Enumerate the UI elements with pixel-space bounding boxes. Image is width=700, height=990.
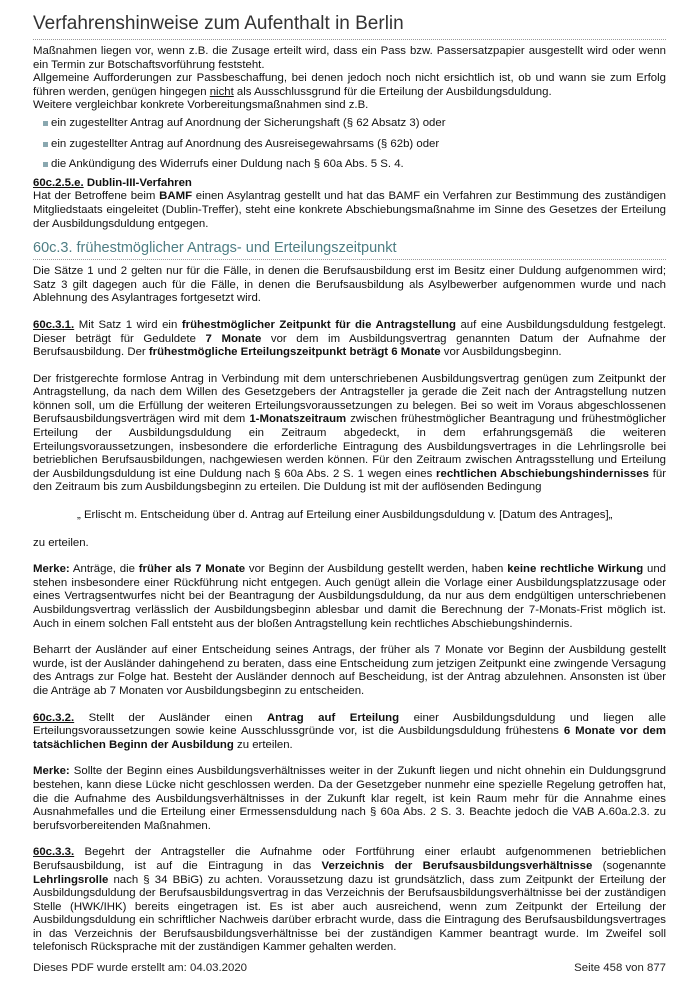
list-item: ein zugestellter Antrag auf Anordnung des Ausreisegewahrsams (§ 62b) oder — [45, 138, 666, 152]
insist-paragraph: Beharrt der Ausländer auf einer Entscheidung seines Antrags, der früher als 7 Monate vor Beginn der Ausbildung gestellt wurde, ist der Ausländer dahingehend zu beraten, dass eine Entscheidung zum jetzigen Zeitpunkt eine zwingende Versagung des Antrags zur Folge hat. Besteht der Ausländer dennoch auf Bescheidung, ist der Antrag abzulehnen. Ansonsten ist über die Anträge ab 7 Monaten vor Ausbildungsbeginn zu entscheiden. — [33, 644, 666, 697]
list-item: die Ankündigung des Widerrufs einer Duldung nach § 60a Abs. 5 S. 4. — [45, 158, 666, 172]
document-body — [33, 0, 666, 955]
section-ref: 60c.3.3. — [33, 846, 75, 859]
paragraph-60c-3-3: 60c.3.3. Begehrt der Antragsteller die Aufnahme oder Fortführung einer erlaubt aufgenommenen betrieblichen Berufsausbildung, ist auf die Eintragung in das Verzeichnis der Berufsausbildungsverhältnisse (sogenannte Lehrlingsrolle nach § 34 BBiG) zu achten. Voraussetzung dazu ist grundsätzlich, dass zum Zeitpunkt der Erteilung der Ausbildungsduldung der Berufsausbildungsvertrag in das Verzeichnis der Berufsausbildungsverhältnisse bei der zuständigen Stelle (HWK/IHK) bereits eingetragen ist. Es ist aber auch ausreichend, wenn zum Zeitpunkt der Erteilung der Ausbildungsduldung ein schriftlicher Nachweis darüber erbracht wurde, dass die Eintragung des Berufsausbildungsvertrages in das Verzeichnis der Berufsausbildungsverhältnisse bei der zuständigen Kammer beantragt wurde. Im Zweifel soll telefonisch Rücksprache mit der zuständigen Kammer gehalten werden. — [33, 846, 666, 954]
square-bullet-icon — [43, 162, 48, 167]
square-bullet-icon — [43, 142, 48, 147]
intro-paragraph-2: Allgemeine Aufforderungen zur Passbeschaffung, bei denen jedoch noch nicht ersichtlich ist, ob und wann sie zum Erfolg führen werden, genügen hingegen nicht als Ausschlussgrund für die Erteilung der Ausbildungsduldung. — [33, 72, 666, 98]
dublin-paragraph: Hat der Betroffene beim BAMF einen Asylantrag gestellt und hat das BAMF ein Verfahren zur Bestimmung des zuständigen Mitgliedstaats eingeleitet (Dublin-Treffer), steht eine konkrete Abschiebungsmaßnahme im Sinne des Gesetzes der Erteilung der Ausbildungsduldung entgegen. — [33, 190, 667, 230]
deadline-paragraph: Der fristgerechte formlose Antrag in Verbindung mit dem unterschriebenen Ausbildungsvertrag genügen zum Zeitpunkt der Antragstellung, da nach dem Willen des Gesetzgebers der Antragsteller ja gerade die Zeit nach der Antragstellung nutzen können soll, um die Erfüllung der weiteren Erteilungsvoraussetzungen zu belegen. Bei so weit im Voraus abgeschlossenen Berufsausbildungsverträgen wird mit dem 1-Monatszeitraum zwischen frühestmöglicher Beantragung und frühestmöglicher Erteilung der Ausbildungsduldung ein Zeitraum abgedeckt, in dem erfahrungsgemäß die weiteren Erteilungsvoraussetzungen, insbesondere die erforderliche Eintragung des Ausbildungsvertrages in die Lehrlingsrolle bei betrieblichen Berufsausbildungen, nachgewiesen werden können. Für den Zeitraum zwischen Antragsstellung und Erteilung der Ausbildungsduldung ist eine Duldung nach § 60a Abs. 2 S. 1 wegen eines rechtlichen Abschiebungshindernisses für den Zeitraum bis zum Ausbildungsbeginn zu erteilen. Die Duldung ist mit der auflösenden Bedingung — [33, 372, 666, 494]
section-ref: 60c.3.1. — [33, 318, 75, 331]
paragraph-60c-3-1: 60c.3.1. Mit Satz 1 wird ein frühestmöglicher Zeitpunkt für die Antragstellung auf eine Ausbildungsduldung festgelegt. Dieser beträgt für Geduldete 7 Monate vor dem im Ausbildungsvertrag genannten Datum der Aufnahme der Berufsausbildung. Der frühestmögliche Erteilungszeitpunkt beträgt 6 Monate vor Ausbildungsbeginn. — [33, 318, 666, 359]
section-heading-60c-2-5-e: 60c.2.5.e. Dublin-III-Verfahren — [33, 176, 192, 189]
list-item: ein zugestellter Antrag auf Anordnung der Sicherungshaft (§ 62 Absatz 3) oder — [45, 117, 666, 131]
section-heading-60c-3: 60c.3. frühestmöglicher Antrags- und Erteilungszeitpunkt — [33, 239, 666, 260]
page-number: Seite 458 von 877 — [574, 962, 666, 974]
page-footer — [33, 962, 666, 976]
scope-paragraph: Die Sätze 1 und 2 gelten nur für die Fälle, in denen die Berufsausbildung erst im Besitz einer Duldung aufgenommen wird; Satz 3 gilt dagegen auch für die Fälle, in denen die Berufsausbildung als Asylbewerber aufgenommen wurde und nach Ablehnung des Asylantrages fortgesetzt wird. — [33, 265, 666, 305]
note-paragraph-1: Merke: Anträge, die früher als 7 Monate vor Beginn der Ausbildung gestellt werden, haben keine rechtliche Wirkung und stehen insbesondere einer Rückführung nicht entgegen. Auch genügt allein die Vorlage einer Ausbildungsplatzzusage oder eines Vertragsentwurfes nicht bei der Beantragung der Ausbildungsduldung, da nur aus dem endgültigen unterschriebenen Ausbildungsvertrag verlässlich der Ausbildungsbeginn ablesbar und damit die Berechnung der 7-Monats-Frist möglich ist. Auch in einem solchen Fall entsteht aus der bloßen Antragstellung kein rechtliches Abschiebungshindernis. — [33, 563, 666, 630]
creation-date: Dieses PDF wurde erstellt am: 04.03.2020 — [33, 962, 247, 974]
square-bullet-icon — [43, 121, 48, 126]
condition-after: zu erteilen. — [33, 536, 89, 549]
section-ref: 60c.3.2. — [33, 711, 75, 724]
intro-paragraph-1: Maßnahmen liegen vor, wenn z.B. die Zusage erteilt wird, dass ein Pass bzw. Passersatzpapier ausgestellt wird oder wenn ein Termin zur Botschaftsvorführung feststeht. — [33, 45, 666, 71]
condition-quote: „ Erlischt m. Entscheidung über d. Antrag auf Erteilung einer Ausbildungsduldung v. [Datum des Antrages]„ — [77, 509, 613, 522]
measures-list — [33, 117, 666, 172]
section-ref: 60c.2.5.e. — [33, 176, 84, 189]
page-title: Verfahrenshinweise zum Aufenthalt in Berlin — [33, 12, 666, 40]
intro-paragraph-3: Weitere vergleichbar konkrete Vorbereitungsmaßnahmen sind z.B. — [33, 99, 369, 112]
paragraph-60c-3-2: 60c.3.2. Stellt der Ausländer einen Antrag auf Erteilung einer Ausbildungsduldung und liegen alle Erteilungsvoraussetzungen sowie keine Ausschlussgründe vor, ist die Ausbildungsduldung frühestens 6 Monate vor dem tatsächlichen Beginn der Ausbildung zu erteilen. — [33, 711, 667, 751]
note-paragraph-2: Merke: Sollte der Beginn eines Ausbildungsverhältnisses weiter in der Zukunft liegen und nicht ohnehin ein Duldungsgrund bestehen, kann diese Lücke nicht geschlossen werden. Da der Gesetzgeber nunmehr eine spezielle Regelung getroffen hat, die die Aufnahme des Ausbildungsverhältnisses in der Zukunft klar regelt, ist kein Raum mehr für die Annahme eines Ausnahmefalles und die Erteilung einer Ermessensduldung nach § 60a Abs. 2 S. 3. Beachte jedoch die VAB A.60a.2.3. zu berufsvorbereitenden Maßnahmen. — [33, 765, 666, 832]
underlined-word: nicht — [209, 85, 234, 98]
